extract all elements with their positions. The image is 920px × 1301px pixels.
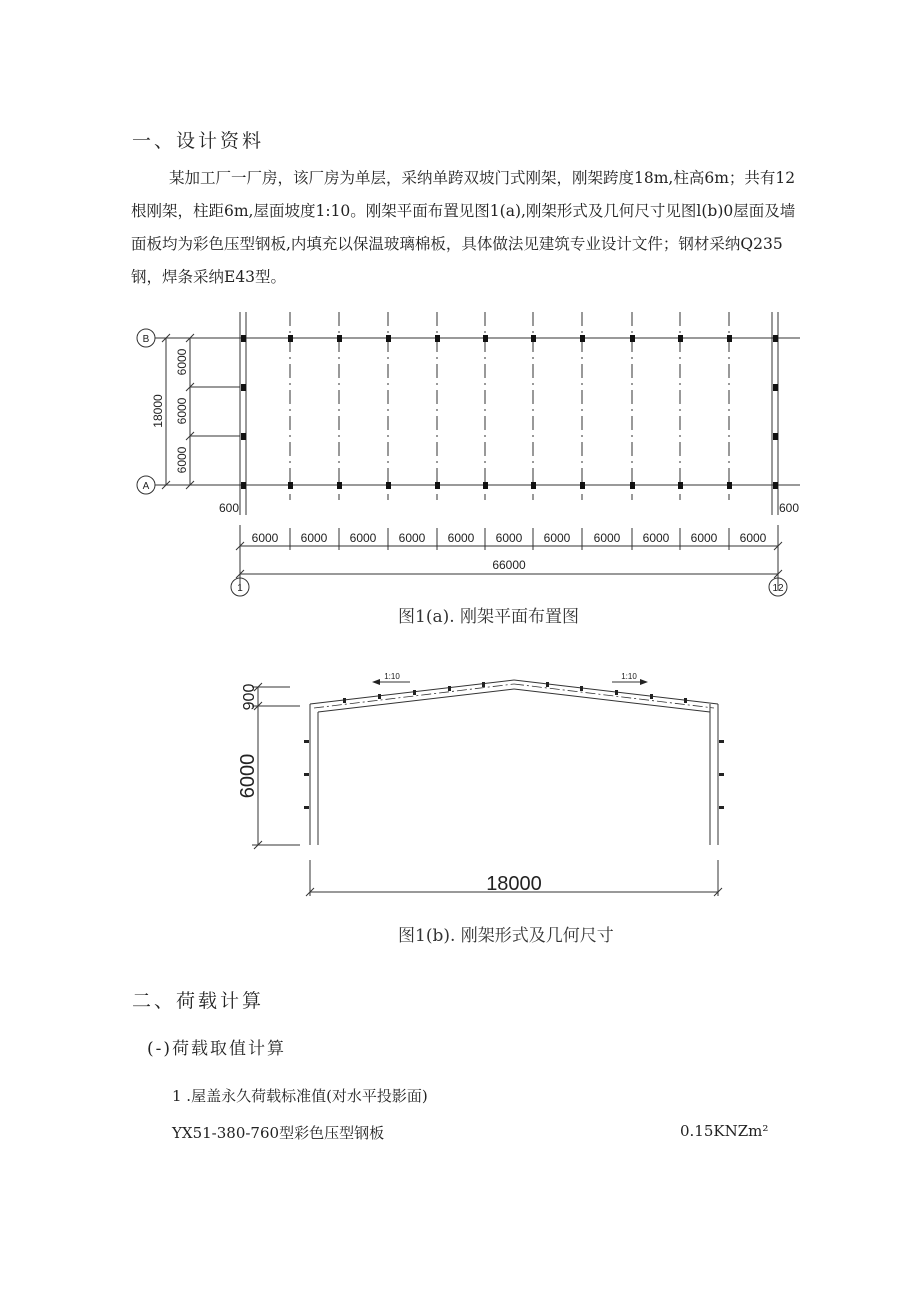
bay-dim-label: 6000 bbox=[349, 531, 377, 545]
section-2-heading: 二、荷载计算 bbox=[132, 990, 265, 1012]
frame-plan-layout-drawing bbox=[0, 0, 920, 600]
axis-label-a: A bbox=[142, 481, 150, 492]
axis-label-b: B bbox=[142, 334, 150, 345]
steel-sheet-row-label: YX51-380-760型彩色压型钢板 bbox=[172, 1124, 385, 1142]
bay-dim-label: 6000 bbox=[495, 531, 523, 545]
frame-elevation-drawing bbox=[0, 650, 920, 910]
slope-right-label: 1:10 bbox=[621, 672, 637, 681]
axis-label-1: 1 bbox=[237, 583, 243, 594]
axis-label-12: 12 bbox=[772, 583, 784, 594]
paragraph-line: 根刚架，柱距6m,屋面坡度1:10。刚架平面布置见图1(a),刚架形式及几何尺寸见图l(b)0屋面及墙 bbox=[131, 202, 796, 220]
end-offset-right-label: 600 bbox=[778, 501, 800, 515]
figure-b-caption: 图1(b). 刚架形式及几何尺寸 bbox=[398, 926, 614, 946]
paragraph-line: 某加工厂一厂房，该厂房为单层，采纳单跨双坡门式刚架，刚架跨度18m,柱高6m；共有12 bbox=[169, 169, 796, 187]
section-1-heading: 一、设计资料 bbox=[132, 130, 265, 152]
vertical-dim-label: 6000 bbox=[175, 397, 189, 425]
vertical-dim-label: 6000 bbox=[175, 446, 189, 474]
vertical-total-label: 18000 bbox=[151, 394, 165, 428]
column-height-label: 6000 bbox=[237, 753, 259, 799]
vertical-dim-label: 6000 bbox=[175, 348, 189, 376]
bay-dim-label: 6000 bbox=[398, 531, 426, 545]
bay-dim-label: 6000 bbox=[739, 531, 767, 545]
roof-permanent-load-item: 1 .屋盖永久荷载标准值(对水平投影面) bbox=[172, 1087, 428, 1105]
bay-dim-label: 6000 bbox=[690, 531, 718, 545]
bay-dim-label: 6000 bbox=[300, 531, 328, 545]
bay-dim-label: 6000 bbox=[447, 531, 475, 545]
bay-dim-label: 6000 bbox=[593, 531, 621, 545]
load-calculation-subheading: (-)荷载取值计算 bbox=[147, 1039, 287, 1059]
paragraph-line: 钢，焊条采纳E43型。 bbox=[131, 268, 287, 286]
bay-dim-label: 6000 bbox=[251, 531, 279, 545]
figure-a-caption: 图1(a). 刚架平面布置图 bbox=[398, 607, 580, 627]
span-label: 18000 bbox=[486, 873, 542, 895]
steel-sheet-row-value: 0.15KNZm² bbox=[680, 1122, 769, 1140]
end-offset-left-label: 600 bbox=[218, 501, 240, 515]
total-length-label: 66000 bbox=[492, 558, 526, 572]
bay-dim-label: 6000 bbox=[642, 531, 670, 545]
ridge-height-label: 900 bbox=[241, 683, 258, 711]
slope-left-label: 1:10 bbox=[384, 672, 400, 681]
bay-dim-label: 6000 bbox=[543, 531, 571, 545]
paragraph-line: 面板均为彩色压型钢板,内填充以保温玻璃棉板，具体做法见建筑专业设计文件；钢材采纳Q235 bbox=[131, 235, 783, 253]
